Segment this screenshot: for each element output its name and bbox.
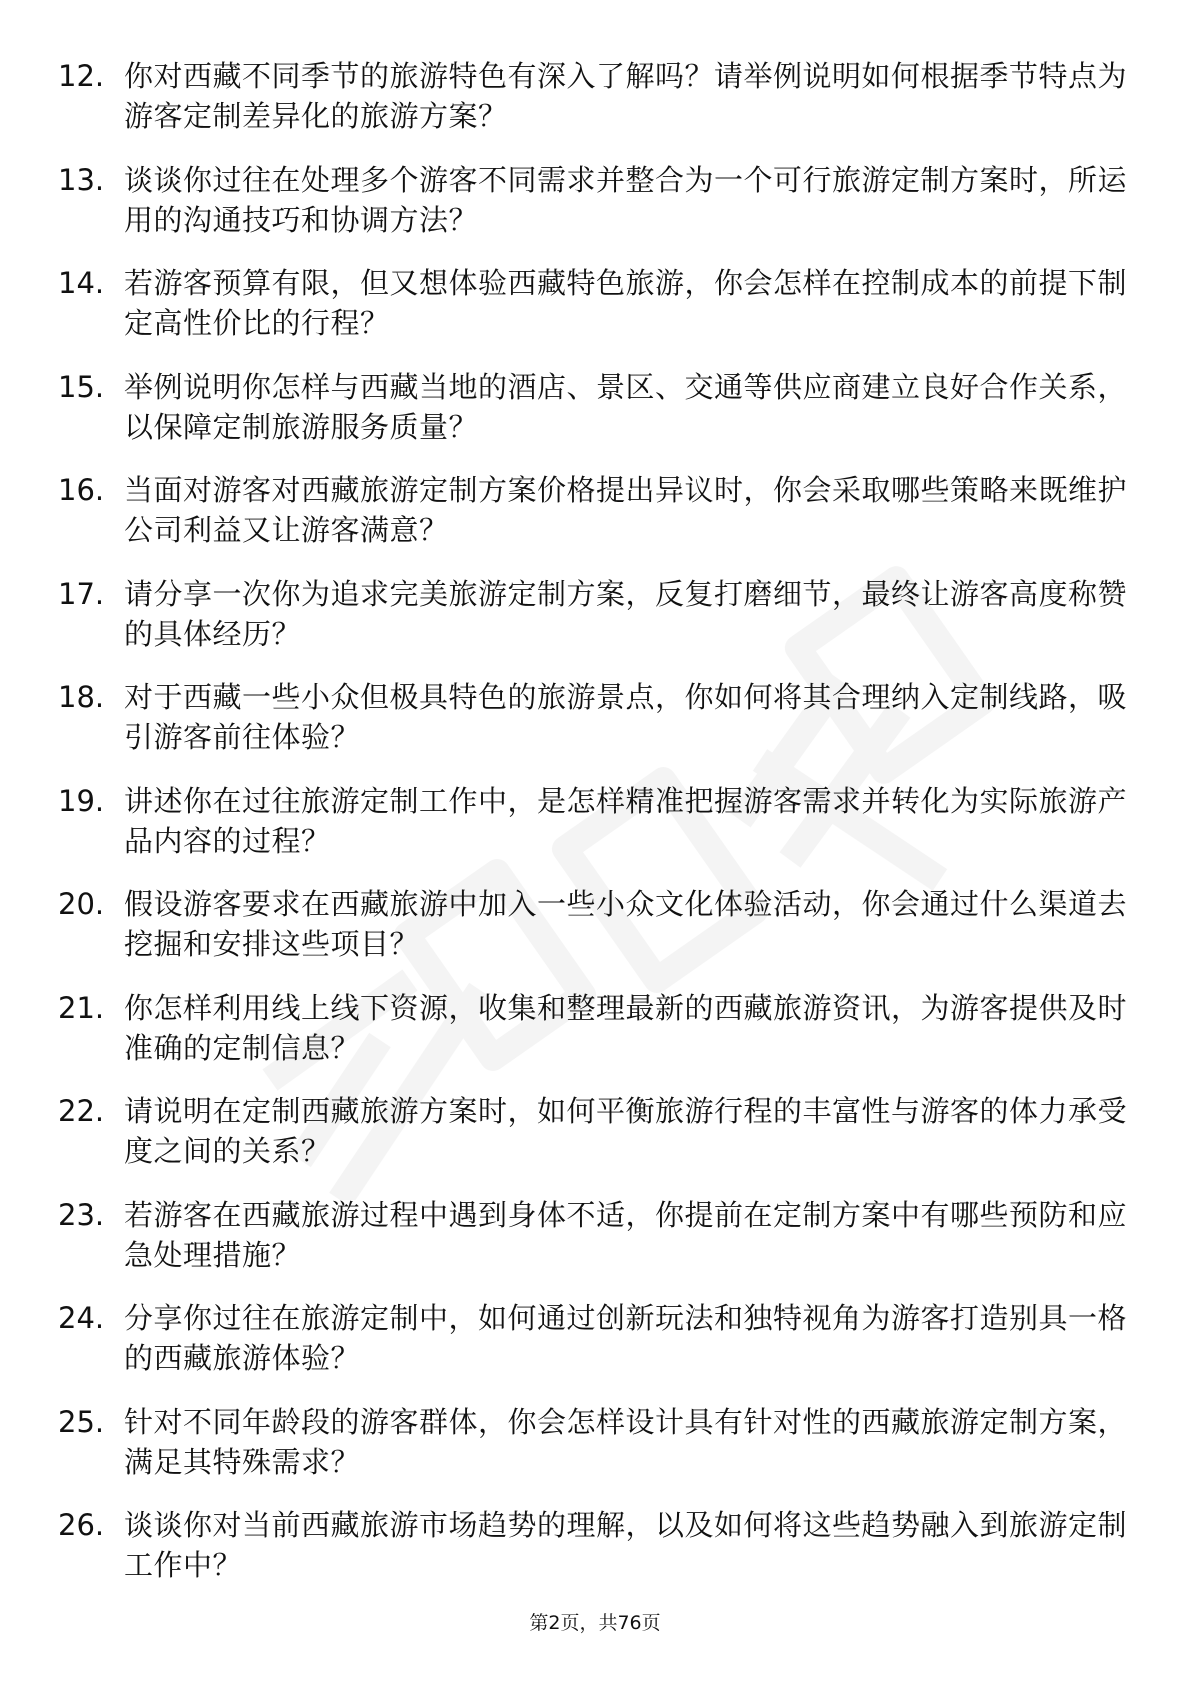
question-item <box>58 781 1128 885</box>
page-number-label: 第2页，共76页 <box>529 1612 661 1634</box>
question-text: 你怎样利用线上线下资源，收集和整理最新的西藏旅游资讯，为游客提供及时准确的定制信息？ <box>124 990 1128 1065</box>
question-text: 分享你过往在旅游定制中，如何通过创新玩法和独特视角为游客打造别具一格的西藏旅游体验？ <box>124 1301 1128 1375</box>
question-text: 对于西藏一些小众但极具特色的旅游景点，你如何将其合理纳入定制线路，吸引游客前往体验？ <box>124 680 1128 754</box>
question-text: 你对西藏不同季节的旅游特色有深入了解吗？请举例说明如何根据季节特点为游客定制差异化的旅游方案？ <box>124 59 1128 133</box>
question-number: 26. <box>58 1508 105 1542</box>
question-text: 请分享一次你为追求完美旅游定制方案，反复打磨细节，最终让游客高度称赞的具体经历？ <box>124 576 1128 651</box>
question-item <box>58 574 1128 678</box>
question-number: 14. <box>58 266 105 300</box>
question-number: 23. <box>58 1197 105 1232</box>
question-text: 若游客预算有限，但又想体验西藏特色旅游，你会怎样在控制成本的前提下制定高性价比的行程？ <box>124 266 1128 340</box>
question-number: 16. <box>58 473 105 507</box>
question-text: 针对不同年龄段的游客群体，你会怎样设计具有针对性的西藏旅游定制方案，满足其特殊需求？ <box>124 1404 1128 1479</box>
question-number: 17. <box>58 576 105 611</box>
question-item <box>58 367 1128 471</box>
question-number: 13. <box>58 162 105 197</box>
question-number: 15. <box>58 369 105 404</box>
question-number: 24. <box>58 1301 105 1335</box>
question-number: 19. <box>58 783 105 818</box>
question-text: 请说明在定制西藏旅游方案时，如何平衡旅游行程的丰富性与游客的体力承受度之间的关系？ <box>124 1094 1128 1168</box>
question-number: 18. <box>58 680 105 714</box>
question-item <box>58 1091 1128 1195</box>
question-item <box>58 470 1128 574</box>
question-item <box>58 160 1128 264</box>
question-item <box>58 1298 1128 1402</box>
question-number: 25. <box>58 1404 105 1439</box>
question-text: 举例说明你怎样与西藏当地的酒店、景区、交通等供应商建立良好合作关系，以保障定制旅游服务质量？ <box>124 369 1128 444</box>
question-item <box>58 884 1128 988</box>
question-text: 谈谈你对当前西藏旅游市场趋势的理解，以及如何将这些趋势融入到旅游定制工作中？ <box>124 1508 1128 1582</box>
question-number: 12. <box>58 59 105 93</box>
question-text: 谈谈你过往在处理多个游客不同需求并整合为一个可行旅游定制方案时，所运用的沟通技巧和协调方法？ <box>124 162 1128 237</box>
question-text: 假设游客要求在西藏旅游中加入一些小众文化体验活动，你会通过什么渠道去挖掘和安排这些项目？ <box>124 887 1128 961</box>
question-item <box>58 1402 1128 1506</box>
question-number: 20. <box>58 887 105 921</box>
question-number: 22. <box>58 1094 105 1128</box>
question-item <box>58 677 1128 781</box>
question-item <box>58 1505 1128 1609</box>
page-footer <box>0 1611 1190 1635</box>
question-text: 讲述你在过往旅游定制工作中，是怎样精准把握游客需求并转化为实际旅游产品内容的过程？ <box>124 783 1128 858</box>
question-list <box>58 56 1128 1609</box>
question-text: 若游客在西藏旅游过程中遇到身体不适，你提前在定制方案中有哪些预防和应急处理措施？ <box>124 1197 1128 1272</box>
question-text: 当面对游客对西藏旅游定制方案价格提出异议时，你会采取哪些策略来既维护公司利益又让游客满意？ <box>124 473 1128 547</box>
question-item <box>58 56 1128 160</box>
question-item <box>58 988 1128 1092</box>
question-item <box>58 1195 1128 1299</box>
question-number: 21. <box>58 990 105 1025</box>
question-item <box>58 263 1128 367</box>
